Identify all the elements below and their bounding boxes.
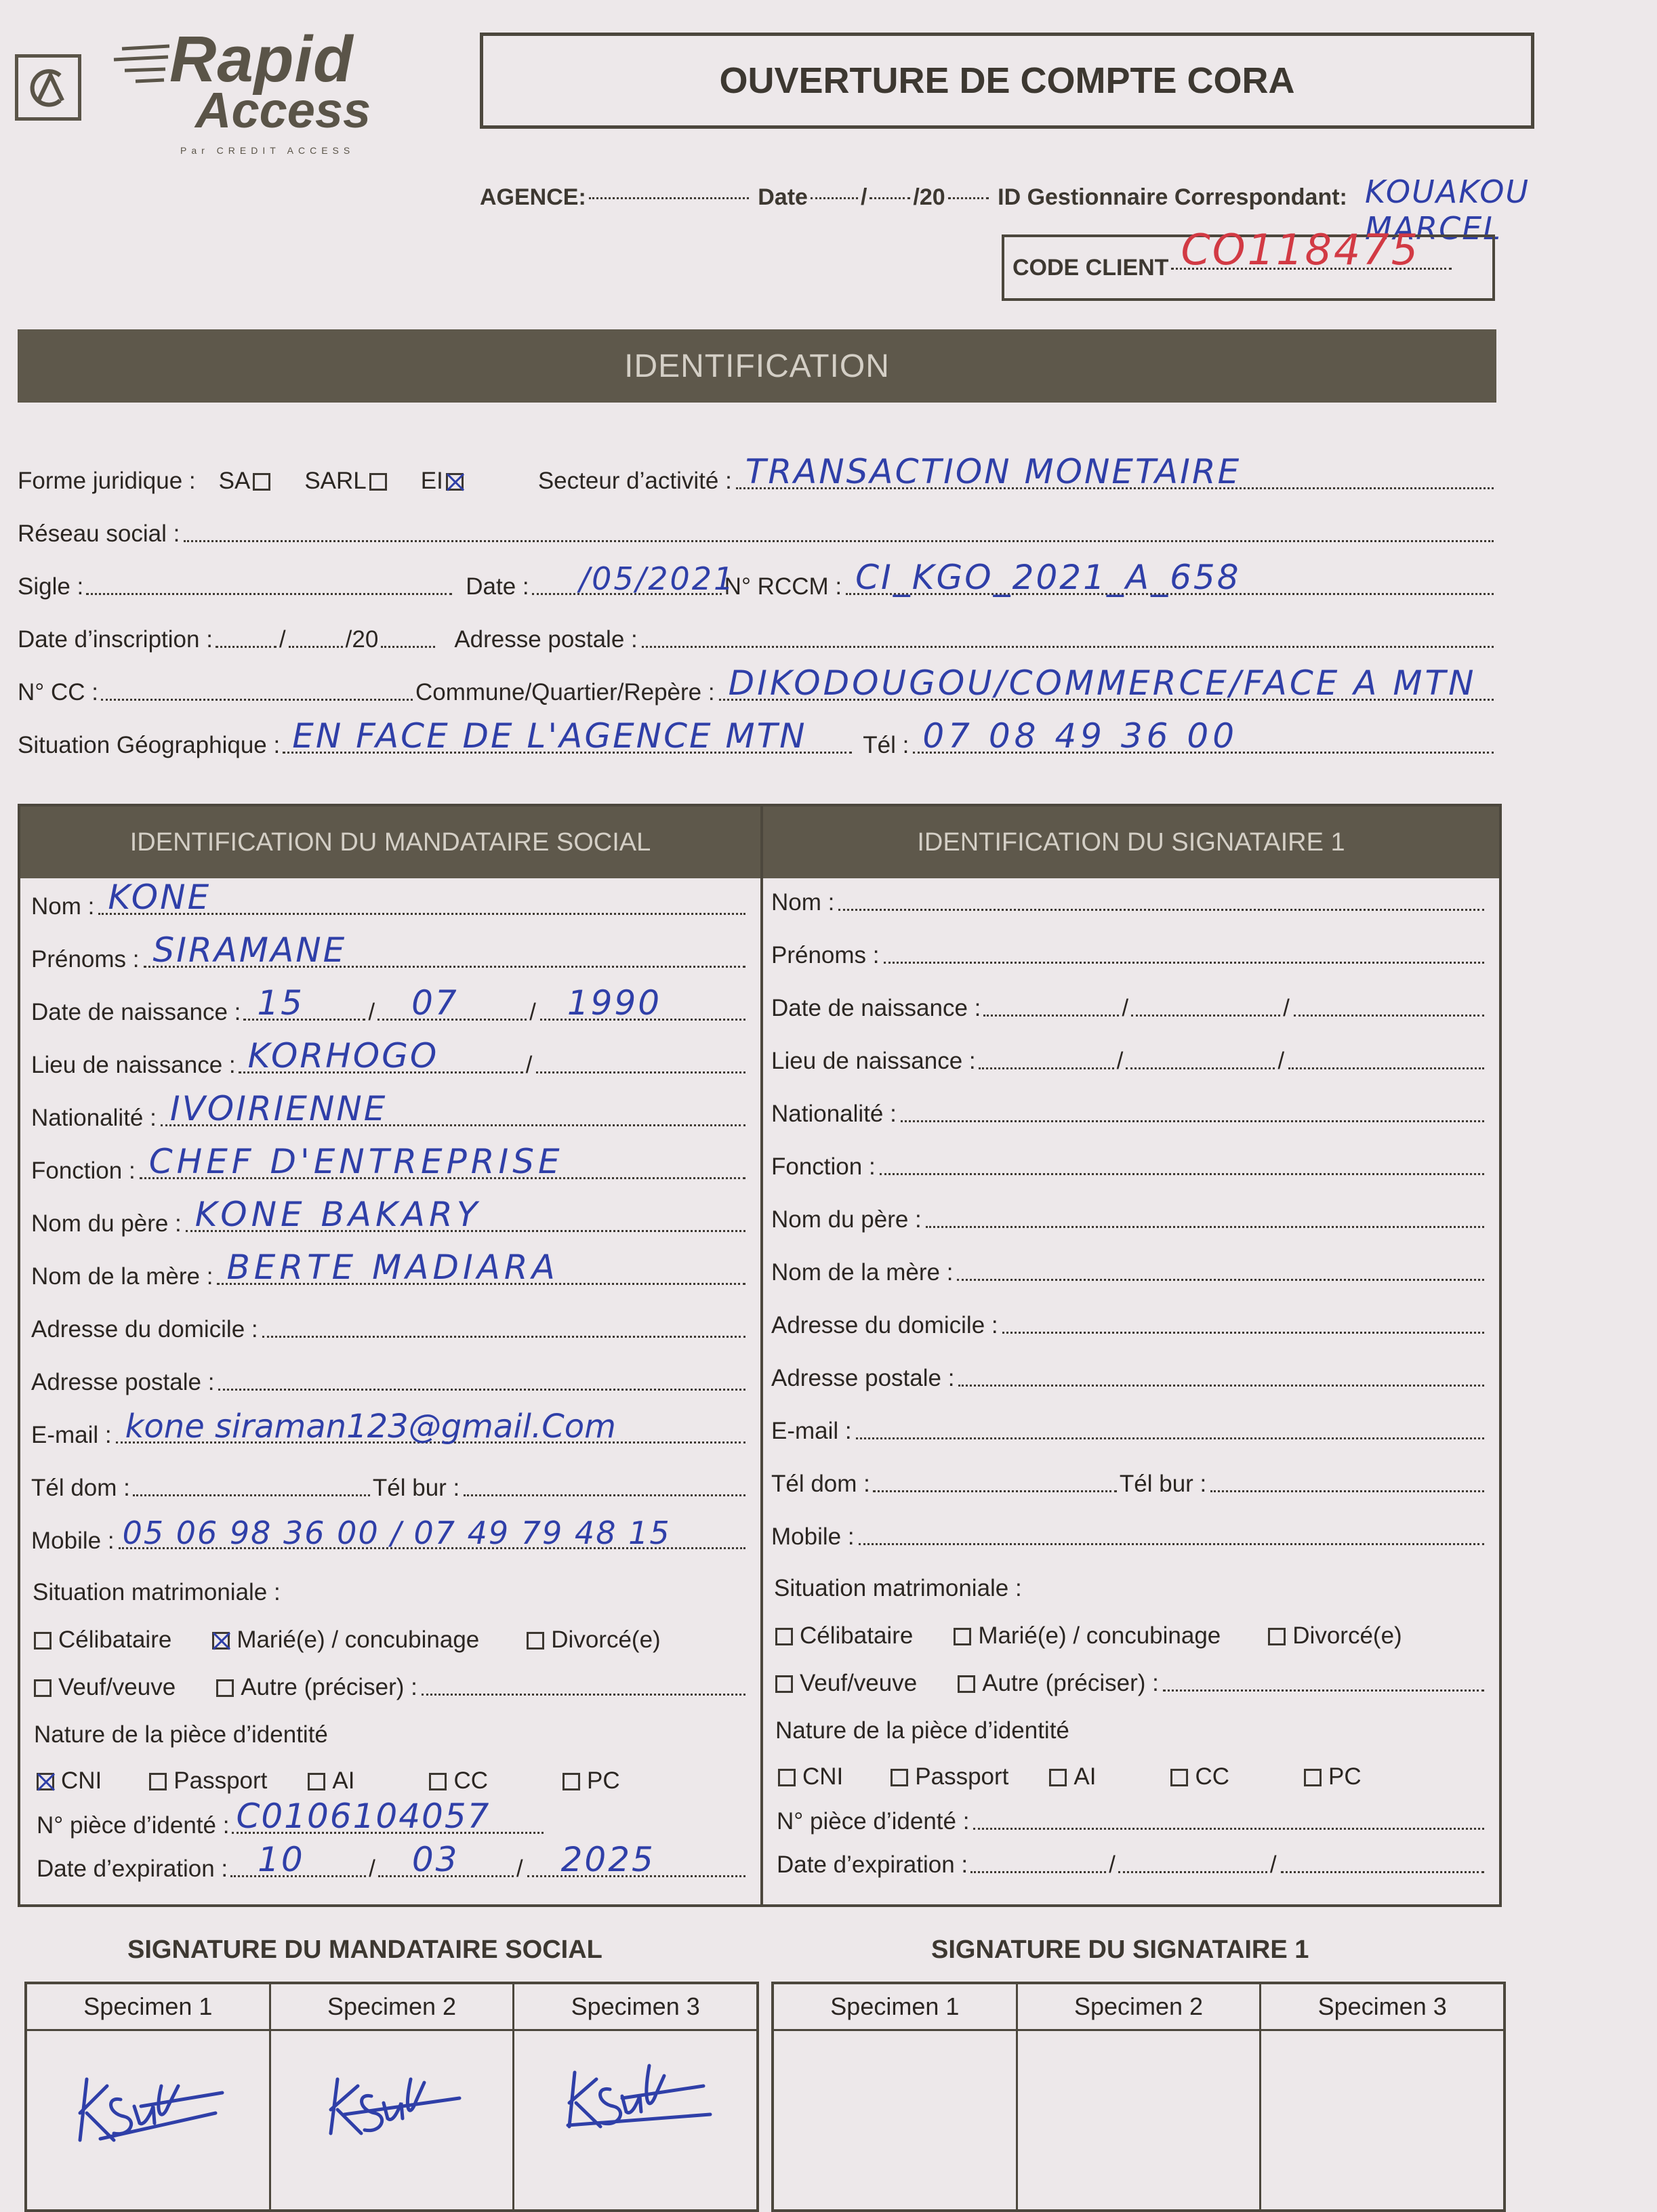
m-domicile-field[interactable] <box>262 1336 745 1338</box>
m-passport-checkbox[interactable] <box>149 1773 167 1790</box>
situation-label: Situation Géographique : <box>18 732 281 758</box>
m-postale-field[interactable] <box>218 1389 745 1391</box>
s-expiration-row: Date d’expiration : / / <box>777 1851 1488 1879</box>
m-exp-day-field[interactable] <box>230 1840 366 1879</box>
signataire-specimen-1[interactable] <box>774 1984 1018 2209</box>
m-nationalite-row <box>31 1089 750 1132</box>
s-marie-label: Marié(e) / concubinage <box>978 1622 1221 1649</box>
m-divorce-label: Divorcé(e) <box>551 1626 661 1653</box>
m-tel-dom-field[interactable] <box>133 1494 370 1496</box>
agence-label: AGENCE: <box>480 184 586 210</box>
inscription-day-field[interactable] <box>216 646 277 648</box>
inscription-sep1: / <box>279 626 286 653</box>
m-nationalite-label: Nationalité : <box>31 1105 157 1131</box>
reseau-label: Réseau social : <box>18 520 180 547</box>
s-naissance-row: Date de naissance : / / <box>771 995 1488 1022</box>
logo-mark <box>15 54 81 121</box>
m-pere-row <box>31 1195 750 1237</box>
inscription-month-field[interactable] <box>289 646 343 648</box>
code-client-line <box>1012 225 1454 281</box>
secteur-value: TRANSACTION MONETAIRE <box>745 452 1242 491</box>
m-email-row <box>31 1408 750 1449</box>
signature-mandataire-title: SIGNATURE DU MANDATAIRE SOCIAL <box>127 1936 602 1964</box>
s-lieu-field-2[interactable] <box>1126 1067 1275 1069</box>
signataire-specimen-2[interactable] <box>1018 1984 1262 2209</box>
s-pc-label: PC <box>1328 1763 1362 1790</box>
mandataire-specimen-2[interactable] <box>271 1984 515 2209</box>
s-piece-options <box>775 1763 1362 1790</box>
s-pere-row <box>771 1206 1488 1233</box>
tel-field[interactable] <box>913 716 1494 756</box>
s-tel-bur-field[interactable] <box>1210 1490 1484 1492</box>
s-tel-row <box>771 1471 1488 1498</box>
identification-title: IDENTIFICATION <box>624 348 890 384</box>
m-email-label: E-mail : <box>31 1422 112 1448</box>
m-mere-row <box>31 1248 750 1290</box>
commune-label: Commune/Quartier/Repère : <box>415 679 715 705</box>
cc-row <box>18 663 1498 706</box>
m-autre-field[interactable] <box>422 1694 745 1696</box>
m-naissance-row: Date de naissance : 15 / 07 / 1990 <box>31 999 750 1026</box>
rccm-value: CI_KGO_2021_A_658 <box>855 558 1241 597</box>
specimen-header: Specimen 3 <box>514 1984 756 2031</box>
cc-field[interactable] <box>101 699 413 701</box>
situation-value: EN FACE DE L'AGENCE MTN <box>292 716 807 756</box>
m-naissance-day: 15 <box>257 983 304 1023</box>
m-pc-checkbox[interactable] <box>562 1773 580 1790</box>
s-prenoms-field[interactable] <box>884 962 1485 964</box>
s-email-field[interactable] <box>856 1437 1484 1439</box>
specimen-header: Specimen 2 <box>1018 1984 1260 2031</box>
s-domicile-field[interactable] <box>1002 1332 1484 1334</box>
m-pere-value: KONE BAKARY <box>195 1195 482 1234</box>
cc-label: N° CC : <box>18 679 98 705</box>
m-lieu-label: Lieu de naissance : <box>31 1052 236 1078</box>
signature-ksan-3-icon <box>548 2059 724 2154</box>
forme-sa-checkbox[interactable] <box>253 473 270 491</box>
inscription-label: Date d’inscription : <box>18 626 213 653</box>
s-autre-field[interactable] <box>1163 1689 1484 1692</box>
s-naissance-year-field[interactable] <box>1294 1015 1484 1017</box>
m-exp-year-field[interactable] <box>527 1840 745 1879</box>
mandataire-header <box>20 806 760 878</box>
s-tel-dom-label: Tél dom : <box>771 1471 870 1497</box>
m-nationalite-value: IVOIRIENNE <box>169 1089 388 1128</box>
s-nationalite-row <box>771 1101 1488 1128</box>
s-cc-label: CC <box>1195 1763 1230 1790</box>
situation-row <box>18 716 1498 759</box>
s-passport-checkbox[interactable] <box>891 1769 908 1786</box>
inscription-row <box>18 626 1498 653</box>
m-cc-checkbox[interactable] <box>429 1773 447 1790</box>
m-mere-value: BERTE MADIARA <box>226 1248 559 1287</box>
logo-subtitle: Par CREDIT ACCESS <box>180 145 355 156</box>
m-tel-bur-label: Tél bur : <box>372 1475 460 1501</box>
code-client-field[interactable] <box>1171 225 1452 274</box>
s-email-row <box>771 1418 1488 1445</box>
m-domicile-label: Adresse du domicile : <box>31 1316 258 1343</box>
s-naissance-label: Date de naissance : <box>771 995 981 1021</box>
s-prenoms-row <box>771 942 1488 969</box>
date-year-prefix: /20 <box>913 184 945 210</box>
m-postale-row <box>31 1369 750 1396</box>
commune-value: DIKODOUGOU/COMMERCE/FACE A MTN <box>728 663 1477 703</box>
specimen-header: Specimen 1 <box>774 1984 1016 2031</box>
m-nom-field[interactable] <box>98 878 745 917</box>
m-piece-options <box>34 1767 620 1795</box>
mandataire-specimen-3[interactable] <box>514 1984 756 2209</box>
m-divorce-checkbox[interactable] <box>527 1632 544 1650</box>
signature-ksan-1-icon <box>60 2059 236 2154</box>
s-exp-month-field[interactable] <box>1118 1871 1267 1873</box>
m-marie-checkbox[interactable] <box>212 1632 230 1650</box>
m-email-value: kone siraman123@gmail.Com <box>125 1408 616 1446</box>
m-tel-row <box>31 1475 750 1502</box>
specimen-header: Specimen 1 <box>27 1984 269 2031</box>
s-ai-label: AI <box>1073 1763 1097 1790</box>
s-fonction-label: Fonction : <box>771 1153 876 1180</box>
adresse-postale-field[interactable] <box>642 646 1494 648</box>
m-matrimoniale-label: Situation matrimoniale : <box>33 1579 281 1605</box>
rccm-field[interactable] <box>846 558 1494 597</box>
m-mere-field[interactable] <box>217 1248 745 1287</box>
s-piece-no-field[interactable] <box>973 1828 1484 1830</box>
m-ai-checkbox[interactable] <box>308 1773 325 1790</box>
m-matrimoniale-options-2 <box>31 1674 750 1701</box>
m-nationalite-field[interactable] <box>161 1089 745 1128</box>
m-matrimoniale-options-1 <box>31 1626 661 1654</box>
s-domicile-row <box>771 1312 1488 1339</box>
s-mere-field[interactable] <box>957 1279 1484 1281</box>
sigle-label: Sigle : <box>18 573 84 600</box>
m-mere-label: Nom de la mère : <box>31 1263 213 1290</box>
s-expiration-label: Date d’expiration : <box>777 1851 968 1878</box>
date-label: Date <box>758 184 808 210</box>
s-exp-year-field[interactable] <box>1281 1871 1484 1873</box>
identification-band <box>18 329 1496 403</box>
m-piece-no-row <box>37 1797 750 1839</box>
agency-line: AGENCE: Date / /20 ID Gestionnaire Correspondant: <box>480 184 1347 210</box>
s-cni-label: CNI <box>802 1763 844 1790</box>
s-passport-label: Passport <box>915 1763 1009 1790</box>
m-piece-no-value: C0106104057 <box>236 1797 491 1836</box>
s-veuf-label: Veuf/veuve <box>800 1670 918 1696</box>
s-lieu-field-1[interactable] <box>979 1067 1114 1069</box>
forme-sarl-checkbox[interactable] <box>369 473 387 491</box>
s-autre-checkbox[interactable] <box>958 1675 975 1693</box>
inscription-sep2: /20 <box>345 626 379 653</box>
m-tel-dom-label: Tél dom : <box>31 1475 130 1501</box>
m-autre-label: Autre (préciser) : <box>241 1674 417 1700</box>
s-mere-row <box>771 1259 1488 1286</box>
s-matrimoniale-options-2 <box>773 1670 1488 1697</box>
m-cc-label: CC <box>453 1767 489 1794</box>
form-title: OUVERTURE DE COMPTE CORA <box>719 60 1295 101</box>
inscription-year-field[interactable] <box>381 646 435 648</box>
s-piece-no-label: N° pièce d’identé : <box>777 1808 970 1835</box>
s-pere-field[interactable] <box>926 1226 1484 1228</box>
m-pc-label: PC <box>587 1767 620 1794</box>
signature-signataire-title: SIGNATURE DU SIGNATAIRE 1 <box>931 1936 1309 1964</box>
secteur-field[interactable] <box>736 452 1494 491</box>
s-marie-checkbox[interactable] <box>954 1628 971 1645</box>
m-cni-label: CNI <box>61 1767 102 1794</box>
reseau-row <box>18 520 1498 548</box>
m-mobile-label: Mobile : <box>31 1528 115 1554</box>
signataire-title: IDENTIFICATION DU SIGNATAIRE 1 <box>917 827 1345 857</box>
m-fonction-value: CHEF D'ENTREPRISE <box>148 1142 564 1181</box>
m-naissance-day-field[interactable] <box>243 983 365 1023</box>
s-lieu-label: Lieu de naissance : <box>771 1048 976 1074</box>
m-pere-field[interactable] <box>186 1195 745 1234</box>
m-lieu-value: KORHOGO <box>247 1036 439 1076</box>
s-piece-label: Nature de la pièce d’identité <box>775 1717 1069 1744</box>
s-nationalite-field[interactable] <box>901 1120 1484 1122</box>
s-autre-label: Autre (préciser) : <box>982 1670 1159 1696</box>
s-postale-field[interactable] <box>958 1385 1484 1387</box>
s-postale-label: Adresse postale : <box>771 1365 955 1391</box>
s-naissance-day-field[interactable] <box>983 1015 1119 1017</box>
m-exp-day: 10 <box>258 1840 305 1879</box>
sigle-row <box>18 558 1498 600</box>
s-divorce-checkbox[interactable] <box>1268 1628 1286 1645</box>
m-naissance-month-field[interactable] <box>377 983 527 1023</box>
date-year-field[interactable] <box>948 197 989 199</box>
secteur-label: Secteur d’activité : <box>537 468 732 494</box>
m-nom-label: Nom : <box>31 893 95 920</box>
m-fonction-label: Fonction : <box>31 1158 136 1184</box>
m-expiration-row: Date d’expiration : 10 / 03 / 2025 <box>37 1856 750 1883</box>
m-pere-label: Nom du père : <box>31 1210 182 1237</box>
s-domicile-label: Adresse du domicile : <box>771 1312 998 1338</box>
m-piece-no-field[interactable] <box>232 1797 544 1836</box>
s-tel-dom-field[interactable] <box>873 1490 1117 1492</box>
m-passport-label: Passport <box>173 1767 268 1794</box>
form-title-box <box>480 33 1534 129</box>
s-email-label: E-mail : <box>771 1418 852 1444</box>
s-mobile-label: Mobile : <box>771 1523 855 1550</box>
s-matrimoniale-label: Situation matrimoniale : <box>774 1575 1022 1601</box>
m-ai-label: AI <box>332 1767 355 1794</box>
rapid-access-logo-icon <box>18 58 78 117</box>
code-client-value: CO118475 <box>1181 225 1420 274</box>
mandataire-specimen-1[interactable] <box>27 1984 271 2209</box>
s-matrimoniale-options-1 <box>773 1622 1402 1650</box>
m-fonction-row <box>31 1142 750 1185</box>
m-postale-label: Adresse postale : <box>31 1369 215 1395</box>
m-fonction-field[interactable] <box>140 1142 745 1181</box>
m-cni-checkbox[interactable] <box>37 1773 54 1790</box>
s-nom-label: Nom : <box>771 889 835 916</box>
m-naissance-year-field[interactable] <box>540 983 745 1023</box>
m-lieu-field-2[interactable] <box>536 1071 745 1073</box>
m-veuf-checkbox[interactable] <box>34 1679 52 1697</box>
s-mobile-field[interactable] <box>859 1543 1484 1545</box>
specimen-header: Specimen 2 <box>271 1984 513 2031</box>
m-veuf-label: Veuf/veuve <box>58 1674 176 1700</box>
s-piece-no-row <box>777 1808 1488 1835</box>
m-lieu-row: Lieu de naissance : KORHOGO / <box>31 1052 750 1079</box>
s-veuf-checkbox[interactable] <box>775 1675 793 1693</box>
s-nom-field[interactable] <box>838 909 1484 911</box>
gestionnaire-value[interactable]: KOUAKOU MARCEL <box>1365 173 1530 247</box>
s-mere-label: Nom de la mère : <box>771 1259 954 1286</box>
m-exp-year: 2025 <box>560 1840 655 1879</box>
situation-field[interactable] <box>283 716 852 756</box>
specimen-header: Specimen 3 <box>1261 1984 1503 2031</box>
s-exp-day-field[interactable] <box>970 1871 1106 1873</box>
reseau-field[interactable] <box>184 540 1494 542</box>
adresse-postale-label: Adresse postale : <box>454 626 638 653</box>
m-marie-label: Marié(e) / concubinage <box>237 1626 480 1653</box>
s-celibataire-checkbox[interactable] <box>775 1628 793 1645</box>
s-nom-row <box>771 889 1488 916</box>
s-nationalite-label: Nationalité : <box>771 1101 897 1127</box>
m-naissance-month: 07 <box>411 983 459 1023</box>
m-expiration-label: Date d’expiration : <box>37 1856 228 1882</box>
m-piece-label: Nature de la pièce d’identité <box>34 1721 328 1748</box>
mandataire-signature-table <box>24 1982 759 2212</box>
forme-ei-label: EI <box>420 468 443 494</box>
rccm-label: N° RCCM : <box>724 573 842 600</box>
s-cc-checkbox[interactable] <box>1170 1769 1188 1786</box>
signature-ksan-2-icon <box>304 2059 480 2154</box>
code-client-label: CODE CLIENT <box>1012 255 1169 281</box>
date-day-field[interactable] <box>811 197 858 199</box>
sigle-date-field[interactable] <box>532 560 736 597</box>
forme-sa-label: SA <box>218 468 251 494</box>
m-tel-bur-field[interactable] <box>464 1494 745 1496</box>
m-exp-month-field[interactable] <box>378 1840 514 1879</box>
s-pc-checkbox[interactable] <box>1304 1769 1322 1786</box>
m-nom-value: KONE <box>108 878 211 917</box>
m-prenoms-label: Prénoms : <box>31 946 140 972</box>
tel-label: Tél : <box>863 732 909 758</box>
signataire-signature-table <box>771 1982 1506 2212</box>
m-piece-no-label: N° pièce d’identé : <box>37 1812 230 1839</box>
m-celibataire-label: Célibataire <box>58 1626 172 1653</box>
m-prenoms-row <box>31 930 750 973</box>
m-naissance-label: Date de naissance : <box>31 999 241 1025</box>
s-naissance-month-field[interactable] <box>1131 1015 1280 1017</box>
forme-row <box>18 452 1498 495</box>
forme-ei-checkbox[interactable] <box>446 473 464 491</box>
m-celibataire-checkbox[interactable] <box>34 1632 52 1650</box>
tel-value: 07 08 49 36 00 <box>922 716 1239 756</box>
logo-word-access: Access <box>195 82 371 138</box>
sigle-field[interactable] <box>86 593 452 595</box>
m-prenoms-value: SIRAMANE <box>152 930 347 970</box>
s-lieu-row: Lieu de naissance : / / <box>771 1048 1488 1075</box>
s-tel-bur-label: Tél bur : <box>1119 1471 1207 1497</box>
s-cni-checkbox[interactable] <box>778 1769 796 1786</box>
s-lieu-field-3[interactable] <box>1288 1067 1484 1069</box>
m-nom-row <box>31 878 750 920</box>
forme-sarl-label: SARL <box>304 468 367 494</box>
s-mobile-row <box>771 1523 1488 1551</box>
sigle-date-label: Date : <box>466 573 529 600</box>
gestionnaire-label: ID Gestionnaire Correspondant: <box>998 184 1347 210</box>
s-divorce-label: Divorcé(e) <box>1292 1622 1402 1649</box>
m-autre-checkbox[interactable] <box>216 1679 234 1697</box>
m-mobile-value: 05 06 98 36 00 / 07 49 79 48 15 <box>122 1515 671 1551</box>
s-ai-checkbox[interactable] <box>1049 1769 1067 1786</box>
m-domicile-row <box>31 1316 750 1343</box>
mandataire-title: IDENTIFICATION DU MANDATAIRE SOCIAL <box>129 827 651 857</box>
logo-word-rapid: Rapid <box>169 23 354 96</box>
sigle-date-value: /05/2021 <box>579 560 736 597</box>
speed-lines-icon <box>108 42 169 96</box>
s-prenoms-label: Prénoms : <box>771 942 880 968</box>
m-prenoms-field[interactable] <box>144 930 746 970</box>
commune-field[interactable] <box>719 663 1494 703</box>
s-fonction-field[interactable] <box>880 1173 1484 1175</box>
m-naissance-year: 1990 <box>567 983 662 1023</box>
forme-label: Forme juridique : <box>18 468 196 494</box>
s-fonction-row <box>771 1153 1488 1181</box>
m-email-field[interactable] <box>116 1408 745 1446</box>
s-pere-label: Nom du père : <box>771 1206 922 1233</box>
m-exp-month: 03 <box>411 1840 459 1879</box>
m-mobile-row <box>31 1515 750 1555</box>
s-postale-row <box>771 1365 1488 1392</box>
m-mobile-field[interactable] <box>119 1515 745 1551</box>
signataire-header <box>763 806 1499 878</box>
s-celibataire-label: Célibataire <box>800 1622 914 1649</box>
date-month-field[interactable] <box>870 197 910 199</box>
signataire-specimen-3[interactable] <box>1261 1984 1503 2209</box>
agence-field[interactable] <box>589 197 749 199</box>
